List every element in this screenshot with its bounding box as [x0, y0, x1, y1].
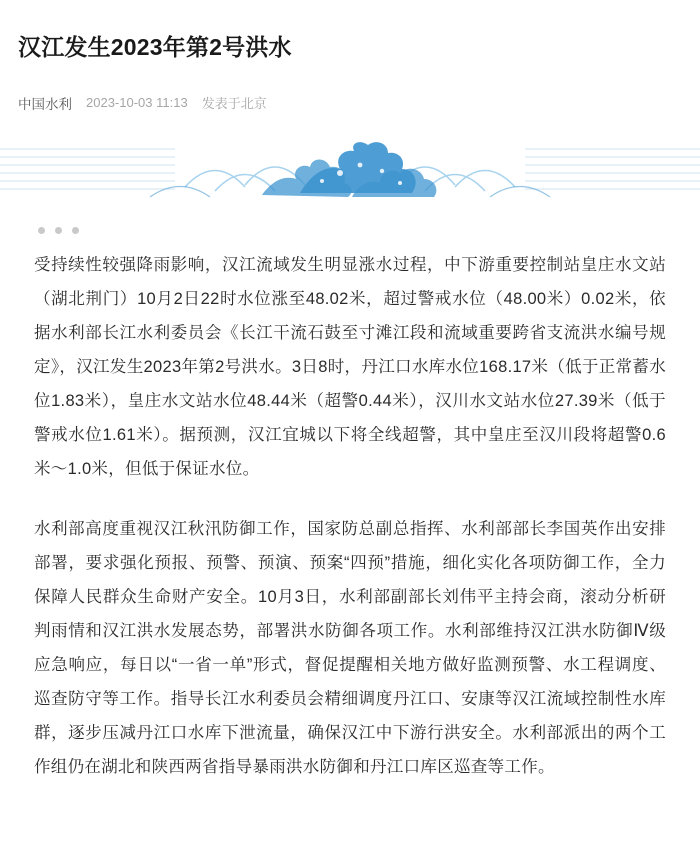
decor-dots: [34, 221, 666, 248]
article-body: [0, 207, 700, 808]
dot-icon: [38, 227, 45, 234]
article-meta: [0, 79, 700, 113]
article-page: [0, 15, 700, 807]
article-paragraph: 受持续性较强降雨影响，汉江流域发生明显涨水过程，中下游重要控制站皇庄水文站（湖北荆门）10月2日22时水位涨至48.02米，超过警戒水位（48.00米）0.02米，依据水利部长江水利委员会《长江干流石鼓至寸滩江段和流域重要跨省支流洪水编号规定》，汉江发生2023年第2号洪水。3日8时，丹江口水库水位168.17米（低于正常蓄水位1.83米），皇庄水文站水位48.44米（超警0.44米），汉川水文站水位27.39米（低于警戒水位1.61米）。据预测，汉江宜城以下将全线超警，其中皇庄至汉川段将超警0.6米～1.0米，但低于保证水位。: [34, 255, 666, 478]
article-place: 发表于北京: [201, 96, 267, 112]
page-title: 汉江发生2023年第2号洪水: [18, 34, 292, 61]
wave-decoration: [0, 135, 700, 207]
article-source: 中国水利: [18, 96, 72, 112]
wave-ornament-icon: [0, 135, 700, 207]
dot-icon: [72, 227, 79, 234]
article-paragraph: 水利部高度重视汉江秋汛防御工作，国家防总副总指挥、水利部部长李国英作出安排部署，要求强化预报、预警、预演、预案“四预”措施，细化实化各项防御工作，全力保障人民群众生命财产安全。10月3日，水利部副部长刘伟平主持会商，滚动分析研判雨情和汉江洪水发展态势，部署洪水防御各项工作。水利部维持汉江洪水防御Ⅳ级应急响应，每日以“一省一单”形式，督促提醒相关地方做好监测预警、水工程调度、巡查防守等工作。指导长江水利委员会精细调度丹江口、安康等汉江流域控制性水库群，逐步压减丹江口水库下泄流量，确保汉江中下游行洪安全。水利部派出的两个工作组仍在湖北和陕西两省指导暴雨洪水防御和丹江口库区巡查等工作。: [34, 519, 666, 776]
dot-icon: [55, 227, 62, 234]
article-date: 2023-10-03 11:13: [86, 95, 188, 111]
